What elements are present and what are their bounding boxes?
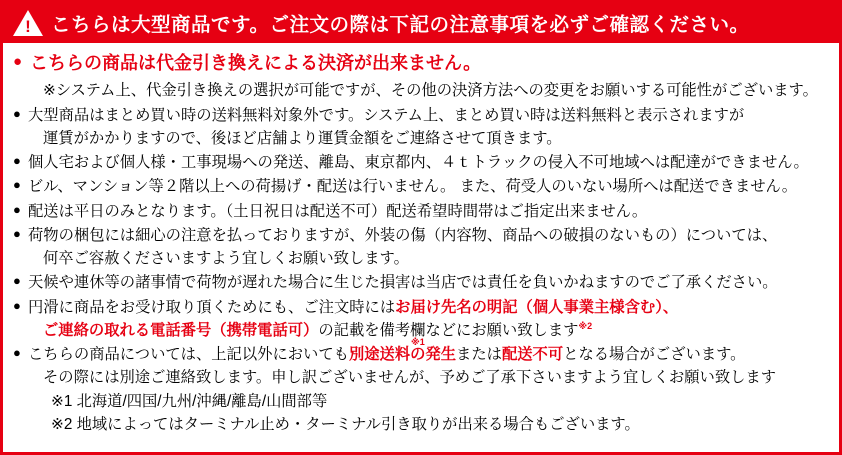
notice-item-5: ● 配送は平日のみとなります。（土日祝日は配送不可）配送希望時間帯はご指定出来ません。 — [13, 200, 829, 223]
notice-item-9-line1-text-c: となる場合がございます。 — [563, 346, 746, 364]
notice-item-8-mark-1: ※1 — [411, 337, 425, 347]
notice-body — [3, 43, 839, 436]
notice-header-title: こちらは大型商品です。ご注文の際は下記の注意事項を必ずご確認ください。 — [51, 14, 750, 36]
notice-item-1: ● こちらの商品は代金引き換えによる決済が出来ません。 — [13, 50, 829, 77]
notice-item-6-line1: ● 荷物の梱包には細心の注意を払っておりますが、外装の傷（内容物、商品への破損のないもの）については、 — [13, 224, 829, 247]
notice-item-8-mark-2: ※2 — [578, 320, 593, 331]
notice-item-6-line2: 何卒ご容赦くださいますよう宜しくお願い致します。 — [43, 250, 409, 268]
notice-item-4: ● ビル、マンション等２階以上への荷揚げ・配送は行いません。 また、荷受人のいない場所へは配送できません。 — [13, 175, 829, 198]
notice-item-9-emphasis-1: 別途送料の発生 — [348, 346, 457, 364]
notice-header — [3, 3, 839, 43]
notice-item-9-line1-text-b: または — [456, 346, 502, 364]
notice-item-8-line1-text: 円滑に商品をお受け取り頂くためにも、ご注文時には — [28, 298, 396, 316]
notice-item-8-emphasis-2: ご連絡の取れる電話番号（携帯電話可） — [43, 321, 319, 339]
notice-item-9-emphasis-2: 配送不可 — [501, 346, 564, 364]
notice-footnote-1: ※1 北海道/四国/九州/沖縄/離島/山間部等 — [51, 392, 328, 410]
notice-item-8-emphasis-1: お届け先名の明記（個人事業主様含む）、 — [395, 298, 679, 316]
notice-item-2-line1: ● 大型商品はまとめ買い時の送料無料対象外です。システム上、まとめ買い時は送料無料と表示されますが — [13, 104, 829, 127]
notice-item-9-line2: その際には別途ご連絡致します。申し訳ございませんが、予めご了承下さいますよう宜しくお願い致します — [43, 369, 777, 387]
notice-item-2-line2: 運賃がかかりますので、後ほど店舗より運賃金額をご連絡させて頂きます。 — [43, 129, 562, 147]
notice-item-3: ● 個人宅および個人様・工事現場への発送、離島、東京都内、４ｔトラックの侵入不可地域へは配達ができません。 — [13, 151, 829, 174]
notice-item-8-line1 — [13, 296, 829, 319]
notice-footnote-2: ※2 地域によってはターミナル止め・ターミナル引き取りが出来る場合もございます。 — [51, 415, 640, 433]
notice-item-7: ● 天候や連休等の諸事情で荷物が遅れた場合に生じた損害は当店では責任を負いかねますのでご了承ください。 — [13, 271, 829, 294]
warning-triangle-icon: ! — [13, 10, 43, 37]
notice-item-9-line1-text-a: こちらの商品については、上記以外においても — [28, 346, 349, 364]
notice-item-8-line2-text: の記載を備考欄などにお願い致します — [318, 321, 579, 339]
notice-item-1-note: ※システム上、代金引き換えの選択が可能ですが、その他の決済方法への変更をお願いする可能性がございます。 — [43, 82, 818, 100]
